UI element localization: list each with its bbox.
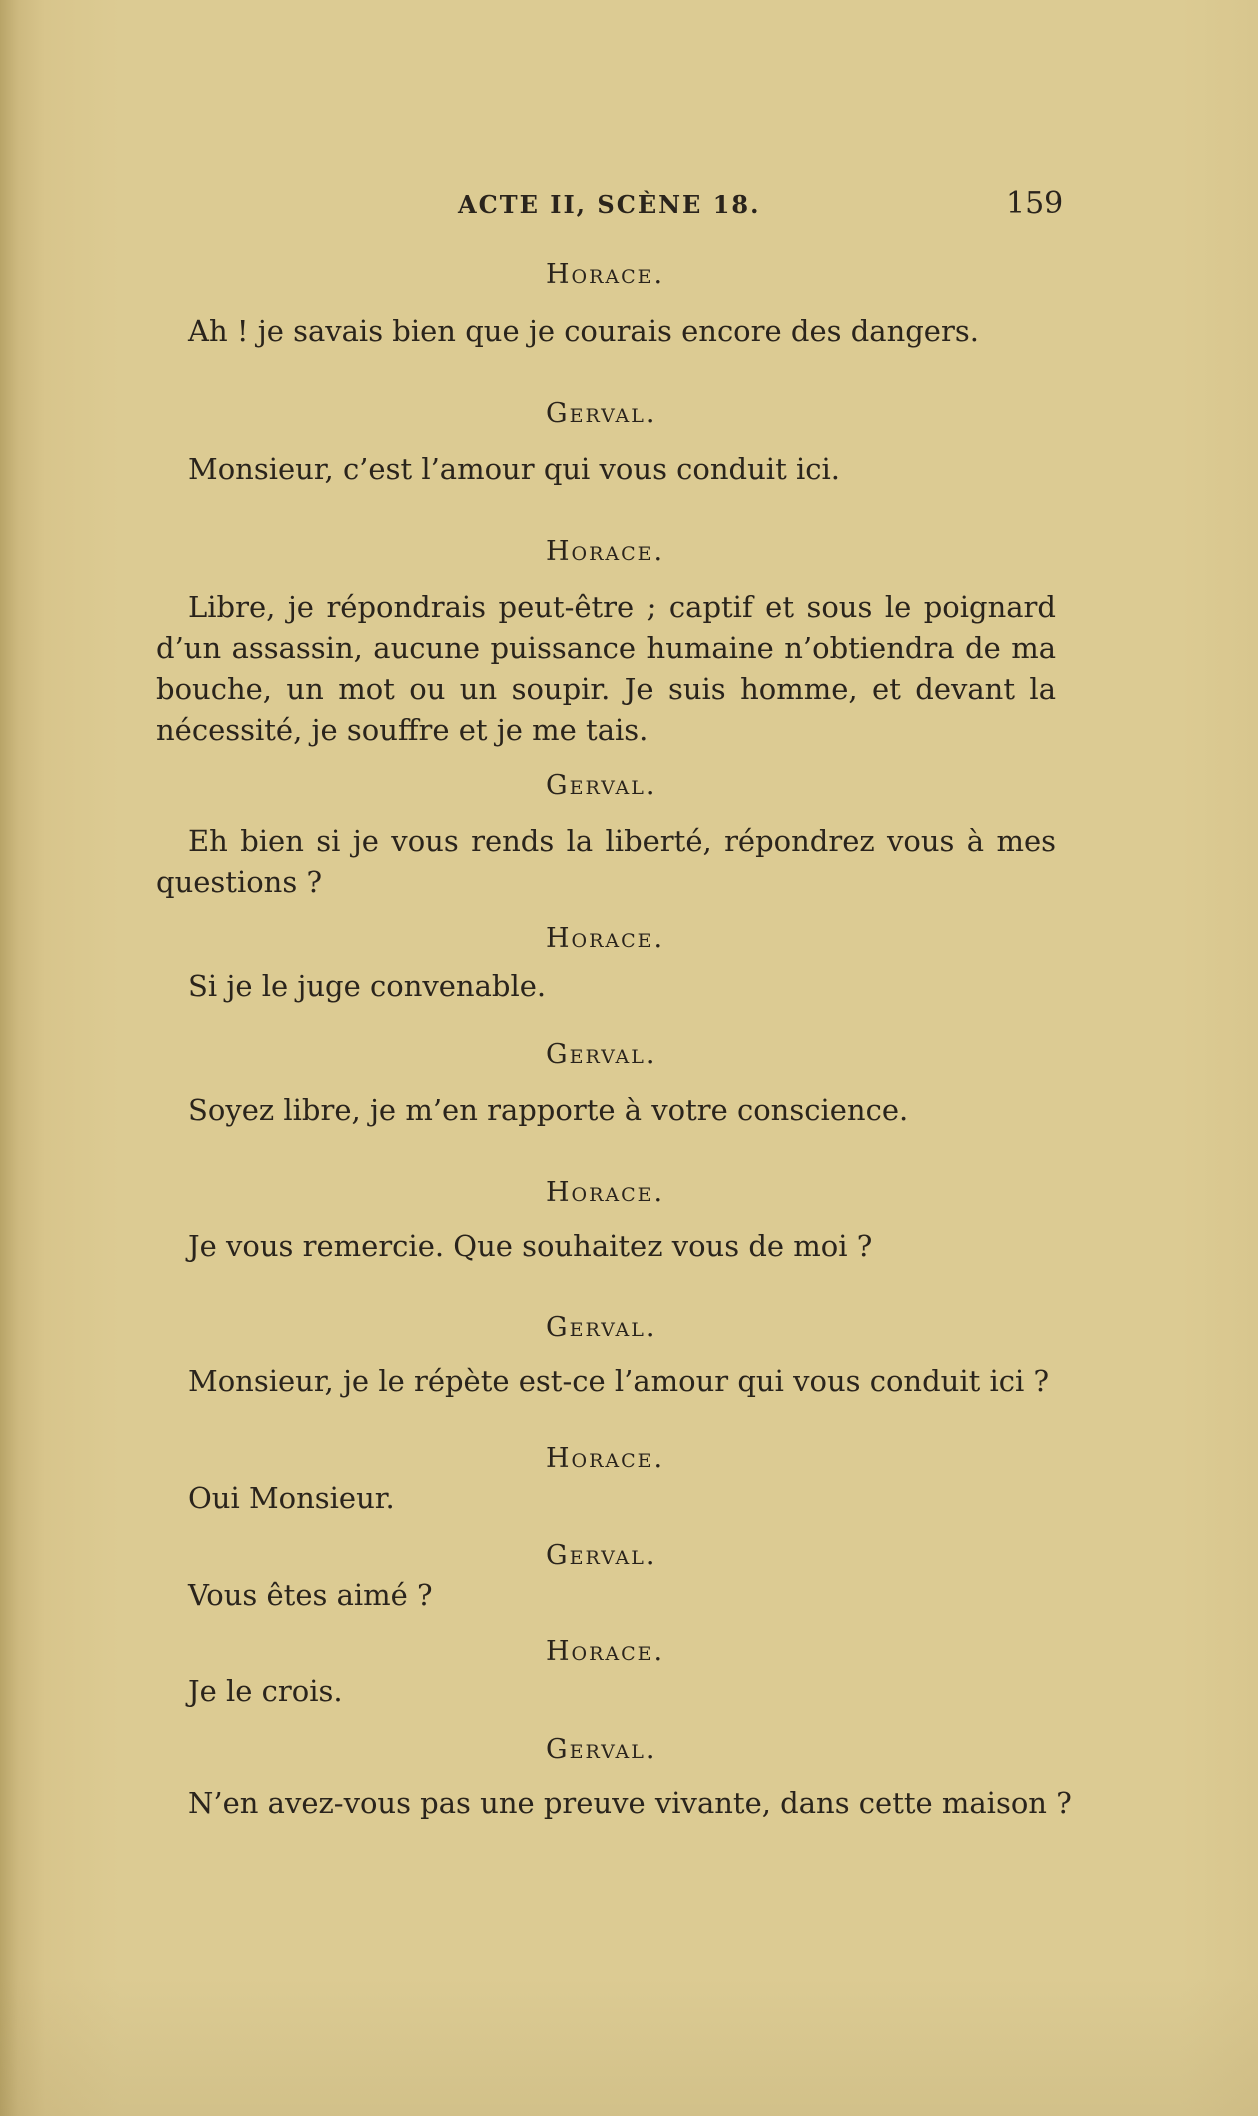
dialogue-paragraph [156, 587, 1056, 751]
dialogue-line: Soyez libre, je m’en rapporte à votre conscience. [188, 1093, 909, 1127]
speaker-name: Horace. [546, 259, 665, 290]
speaker-name: Gerval. [546, 1312, 657, 1343]
dialogue-line: N’en avez-vous pas une preuve vivante, dans cette maison ? [188, 1786, 1072, 1820]
speaker-name: Horace. [546, 1177, 665, 1208]
dialogue-line: Monsieur, c’est l’amour qui vous conduit ici. [188, 452, 840, 486]
page-number: 159 [1006, 186, 1064, 221]
speaker-name: Gerval. [546, 770, 657, 801]
running-title: ACTE II, SCÈNE 18. [458, 190, 761, 219]
speaker-name: Gerval. [546, 1734, 657, 1765]
speaker-name: Gerval. [546, 398, 657, 429]
speaker-name: Gerval. [546, 1039, 657, 1070]
running-head [0, 186, 1258, 226]
speaker-name: Horace. [546, 1636, 665, 1667]
dialogue-line: Oui Monsieur. [188, 1481, 395, 1515]
dialogue-line: Monsieur, je le répète est-ce l’amour qui vous conduit ici ? [188, 1364, 1050, 1398]
speaker-name: Horace. [546, 536, 665, 567]
dialogue-paragraph-text: Eh bien si je vous rends la liberté, répondrez vous à mes questions ? [156, 824, 1056, 899]
speaker-name: Horace. [546, 1443, 665, 1474]
speaker-name: Gerval. [546, 1540, 657, 1571]
dialogue-line: Vous êtes aimé ? [188, 1578, 433, 1612]
dialogue-line: Ah ! je savais bien que je courais encore des dangers. [188, 314, 979, 348]
dialogue-paragraph [156, 821, 1056, 903]
speaker-name: Horace. [546, 923, 665, 954]
dialogue-paragraph-text: Libre, je répondrais peut-être ; captif et sous le poignard d’un assassin, aucune puissance humaine n’obtiendra de ma bouche, un mot ou un soupir. Je suis homme, et devant la nécessité, je souffre et je me tais. [156, 590, 1056, 747]
dialogue-line: Si je le juge convenable. [188, 969, 547, 1003]
dialogue-line: Je le crois. [188, 1674, 343, 1708]
dialogue-line: Je vous remercie. Que souhaitez vous de moi ? [188, 1229, 873, 1263]
